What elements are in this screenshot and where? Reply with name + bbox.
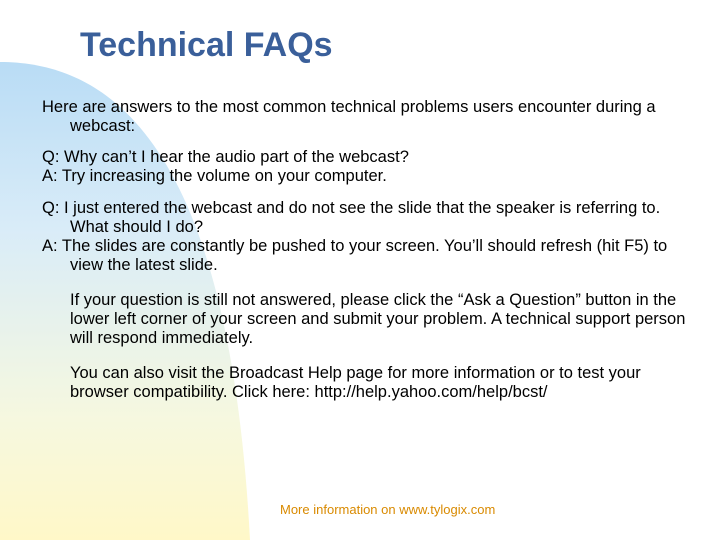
faq-question-1: Q: Why can’t I hear the audio part of the webcast? [42,148,409,166]
page-title: Technical FAQs [80,26,333,64]
help-note-broadcast: You can also visit the Broadcast Help page for more information or to test your browser compatibility. Click here: http://help.yahoo.com/help/bcst/ [70,364,641,401]
faq-answer-2: A: The slides are constantly be pushed to your screen. You’ll should refresh (hit F5) to view the latest slide. [42,237,668,274]
faq-question-2: Q: I just entered the webcast and do not see the slide that the speaker is referring to. What should I do? [42,199,661,236]
faq-answer-1: A: Try increasing the volume on your computer. [42,167,387,185]
footer-link[interactable]: More information on www.tylogix.com [280,502,496,517]
intro-text: Here are answers to the most common technical problems users encounter during a webcast: [42,98,656,135]
faq-content [42,98,692,402]
help-note-ask-question: If your question is still not answered, please click the “Ask a Question” button in the lower left corner of your screen and submit your problem. A technical support person will respond immediately. [70,291,686,347]
